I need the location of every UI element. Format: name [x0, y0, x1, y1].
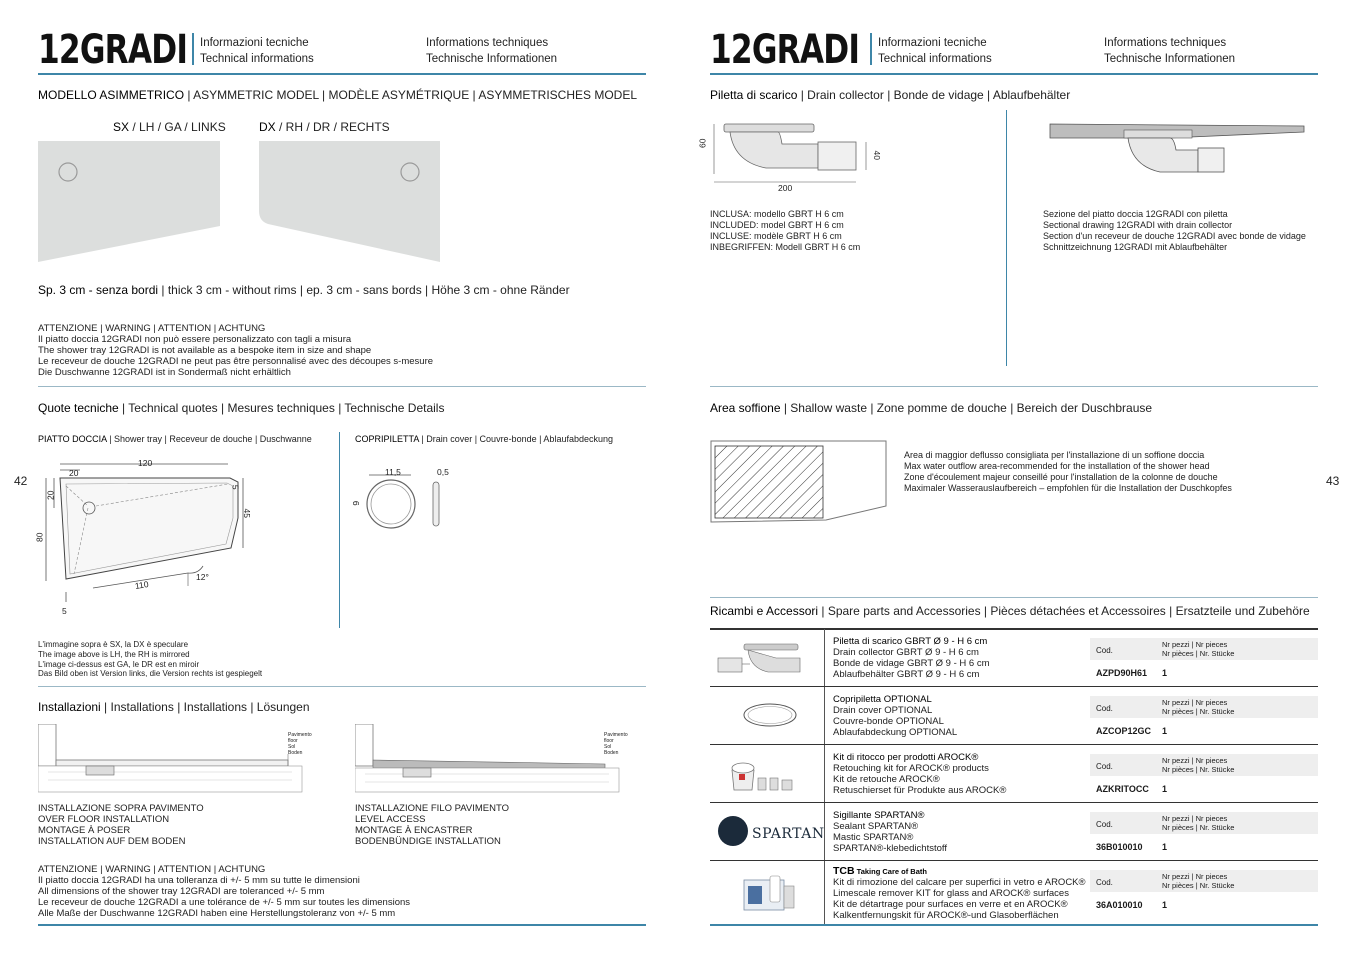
header-line: Informations techniques	[1104, 37, 1227, 49]
drain-line: INCLUDED: model GBRT H 6 cm	[710, 220, 844, 230]
tray-dims-title	[38, 434, 312, 445]
header-separator	[192, 33, 194, 65]
spares-title	[710, 604, 1310, 618]
drain-line: Sezione del piatto doccia 12GRADI con piletta	[1043, 209, 1228, 219]
floor-label-line: Boden	[288, 750, 303, 756]
warning-title: ATTENZIONE | WARNING | ATTENTION | ACHTUNG	[38, 323, 266, 334]
tray-dims-bold: PIATTO DOCCIA	[38, 434, 107, 444]
cod-label: Cod.	[1096, 878, 1113, 887]
cover-technical-drawing	[355, 470, 455, 530]
spare-desc-line: Kit di rimozione del calcare per superfici in vetro e AROCK®	[833, 877, 1086, 888]
header-rule	[38, 73, 646, 75]
pieces-label	[1162, 814, 1234, 832]
dim-45: 45	[241, 508, 252, 518]
dim-9: 9	[351, 500, 362, 506]
thick-rest: | thick 3 cm - without rims | ep. 3 cm - sans bords | Höhe 3 cm - ohne Ränder	[158, 283, 570, 297]
model-title	[38, 88, 637, 102]
spare-code: AZPD90H61	[1096, 668, 1148, 678]
dim-12deg: 12°	[196, 572, 209, 582]
brand-logo-right: 12GRADI	[710, 27, 860, 73]
spare-desc-line: SPARTAN®-klebedichtstoff	[833, 843, 948, 854]
pieces-line: Nr pezzi | Nr pieces	[1162, 872, 1228, 881]
warning-line: Le receveur de douche 12GRADI ne peut pas être personnalisé avec des découpes s-mesure	[38, 356, 434, 367]
drain-cover-thumb	[740, 700, 800, 730]
install-title	[38, 700, 310, 714]
spare-desc-line: Sealant SPARTAN®	[833, 821, 919, 832]
cod-label: Cod.	[1096, 646, 1113, 655]
shallow-line: Zone d'écoulement majeur conseillé pour l'installation de la colonne de douche	[904, 472, 1218, 482]
dim-0-5: 0,5	[437, 467, 449, 477]
sx-bold: SX	[113, 120, 130, 134]
install-line: LEVEL ACCESS	[355, 814, 426, 825]
drain-title-bold: Piletta di scarico	[710, 88, 798, 102]
install-line: OVER FLOOR INSTALLATION	[38, 814, 170, 825]
drain-section-drawing	[1048, 120, 1308, 192]
shallow-text	[904, 450, 1232, 494]
spare-desc-line: Drain collector GBRT Ø 9 - H 6 cm	[833, 647, 979, 658]
cover-dims-title	[355, 434, 613, 445]
tray-dx-image	[259, 141, 440, 262]
model-title-bold: MODELLO ASIMMETRICO	[38, 88, 185, 102]
note-line: The image above is LH, the RH is mirrored	[38, 649, 190, 659]
warning-block-2	[38, 864, 410, 919]
spare-code: 36A010010	[1096, 900, 1143, 910]
warning-block-1	[38, 323, 433, 378]
dim-11-5: 11,5	[385, 467, 401, 477]
install-line: BODENBÜNDIGE INSTALLATION	[355, 836, 501, 847]
spare-desc-line: Copripiletta OPTIONAL	[833, 694, 932, 705]
brand-logo-left: 12GRADI	[38, 27, 188, 73]
dim-80: 80	[34, 532, 45, 542]
dim-120: 120	[138, 458, 153, 468]
dx-rest: / RH / DR / RECHTS	[275, 120, 390, 134]
spare-row	[710, 746, 1318, 802]
drain-line: Schnittzeichnung 12GRADI mit Ablaufbehälter	[1043, 242, 1228, 252]
row-divider	[710, 860, 1318, 861]
floor-label-1	[288, 732, 312, 756]
drain-line: Section d'un receveur de douche 12GRADI avec bonde de vidage	[1043, 231, 1306, 241]
warning-line: Die Duschwanne 12GRADI ist in Sondermaß nicht erhältlich	[38, 367, 291, 378]
spare-code: AZKRITOCC	[1096, 784, 1149, 794]
spare-row	[710, 862, 1318, 924]
install-line: INSTALLATION AUF DEM BODEN	[38, 836, 186, 847]
mirror-note	[38, 640, 262, 679]
retouch-kit-thumb	[730, 756, 810, 796]
tray-dims-rest: | Shower tray | Receveur de douche | Duschwanne	[106, 434, 312, 444]
cover-dims-rest: | Drain cover | Couvre-bonde | Ablaufabdeckung	[418, 434, 613, 444]
spare-desc-line: Couvre-bonde OPTIONAL	[833, 716, 944, 727]
dx-label	[259, 120, 390, 134]
footer-rule	[38, 924, 646, 926]
pieces-line: Nr pièces | Nr. Stücke	[1162, 649, 1235, 658]
tray-sx-dx-images	[38, 141, 448, 265]
install-level-text	[355, 803, 509, 847]
pieces-label	[1162, 698, 1234, 716]
note-line: L'image ci-dessus est GA, le DR est en miroir	[38, 659, 200, 669]
drain-dim-60: 60	[697, 138, 708, 148]
header-line: Technical informations	[200, 53, 314, 65]
spare-desc-line: Ablaufabdeckung OPTIONAL	[833, 727, 958, 738]
install-title-bold: Installazioni	[38, 700, 101, 714]
drain-collector-thumb	[716, 642, 822, 678]
spare-desc-line: Ablaufbehälter GBRT Ø 9 - H 6 cm	[833, 669, 980, 680]
spare-desc-line: Mastic SPARTAN®	[833, 832, 914, 843]
floor-label-line: Boden	[604, 750, 619, 756]
spare-desc-line: Kit de retouche AROCK®	[833, 774, 940, 785]
warning-title: ATTENZIONE | WARNING | ATTENTION | ACHTUNG	[38, 864, 266, 875]
header-info-left-2	[426, 35, 557, 67]
pieces-line: Nr pièces | Nr. Stücke	[1162, 707, 1235, 716]
warning-line: Il piatto doccia 12GRADI ha una tolleranza di +/- 5 mm su tutte le dimensioni	[38, 875, 360, 886]
drain-dim-200: 200	[778, 183, 793, 193]
header-info-left	[200, 35, 314, 67]
warning-line: The shower tray 12GRADI is not available as a bespoke item in size and shape	[38, 345, 372, 356]
shallow-area-drawing	[710, 440, 888, 528]
warning-line: All dimensions of the shower tray 12GRADI are toleranced +/- 5 mm	[38, 886, 325, 897]
drain-dim-40: 40	[871, 150, 882, 160]
header-line: Informations techniques	[426, 37, 549, 49]
spare-desc-line: Retuschierset für Produkte aus AROCK®	[833, 785, 1007, 796]
spare-qty: 1	[1162, 900, 1168, 910]
warning-line: Alle Maße der Duschwanne 12GRADI haben eine Herstellungstoleranz von +/- 5 mm	[38, 908, 396, 919]
floor-label-line: Sol	[288, 744, 296, 750]
spare-desc-line: Kalkentfernungskit für AROCK®-und Glasoberflächen	[833, 910, 1059, 921]
page-number-right: 43	[1326, 474, 1340, 488]
dx-bold: DX	[259, 120, 276, 134]
spares-title-rest: | Spare parts and Accessories | Pièces détachées et Accessoires | Ersatzteile und Zubehöre	[818, 604, 1310, 618]
spare-desc-line: Retouching kit for AROCK® products	[833, 763, 989, 774]
spare-code-header	[1090, 638, 1318, 660]
cod-label: Cod.	[1096, 704, 1113, 713]
spare-qty: 1	[1162, 842, 1168, 852]
note-line: L'immagine sopra è SX, la DX è speculare	[38, 640, 189, 649]
shallow-line: Maximaler Wasserauslaufbereich – empfohlen für die Installation der Duschkopfes	[904, 483, 1232, 493]
dim-5b: 5	[62, 606, 67, 616]
shallow-title-bold: Area soffione	[710, 401, 781, 415]
spare-qty: 1	[1162, 784, 1168, 794]
spare-row	[710, 630, 1318, 686]
spare-code-header	[1090, 870, 1318, 892]
shallow-title-rest: | Shallow waste | Zone pomme de douche | Bereich der Duschbrause	[780, 401, 1153, 415]
install-line: INSTALLAZIONE FILO PAVIMENTO	[355, 803, 509, 814]
sx-rest: / LH / GA / LINKS	[129, 120, 226, 134]
quotes-vertical-divider	[339, 432, 340, 628]
section-divider	[38, 686, 646, 687]
pieces-line: Nr pezzi | Nr pieces	[1162, 814, 1228, 823]
header-line: Technische Informationen	[1104, 53, 1236, 65]
floor-label-line: floor	[604, 738, 614, 744]
dim-20a: 20	[69, 468, 79, 478]
spare-desc	[833, 866, 1086, 921]
quotes-title	[38, 401, 444, 415]
header-line: Technische Informationen	[426, 53, 558, 65]
spares-title-bold: Ricambi e Accessori	[710, 604, 819, 618]
spare-desc-line: Sigillante SPARTAN®	[833, 810, 925, 821]
drain-title-rest: | Drain collector | Bonde de vidage | Ablaufbehälter	[797, 88, 1071, 102]
floor-label-line: floor	[288, 738, 298, 744]
install-over-text	[38, 803, 204, 847]
install-line: MONTAGE À ENCASTRER	[355, 825, 473, 836]
sx-label	[113, 120, 226, 134]
section-divider	[710, 386, 1318, 387]
tcb-kit-thumb	[740, 872, 800, 914]
header-info-right	[878, 35, 992, 67]
shallow-title	[710, 401, 1152, 415]
dim-5a: 5	[230, 484, 241, 490]
shallow-line: Max water outflow area-recommended for the installation of the shower head	[904, 461, 1210, 471]
cover-dims-bold: COPRIPILETTA	[355, 434, 419, 444]
spare-desc-line: Limescale remover KIT for glass and AROCK® surfaces	[833, 888, 1069, 899]
spare-desc-line: Bonde de vidage GBRT Ø 9 - H 6 cm	[833, 658, 990, 669]
drain-line: INBEGRIFFEN: Modell GBRT H 6 cm	[710, 242, 861, 252]
spare-desc-line: Kit di ritocco per prodotti AROCK®	[833, 752, 979, 763]
tcb-tagline: Taking Care of Bath	[854, 867, 927, 876]
spartan-logo-icon	[718, 816, 748, 846]
dim-20b: 20	[45, 490, 56, 500]
shallow-line: Area di maggior deflusso consigliata per l'installazione di un soffione doccia	[904, 450, 1205, 460]
floor-label-line: Pavimento	[288, 732, 312, 738]
model-title-rest: | ASYMMETRIC MODEL | MODÈLE ASYMÉTRIQUE | ASYMMETRISCHES MODEL	[184, 88, 638, 102]
spare-code-header	[1090, 812, 1318, 834]
spare-desc	[833, 752, 1006, 796]
drain-title	[710, 88, 1070, 102]
row-divider	[710, 802, 1318, 803]
floor-label-line: Sol	[604, 744, 612, 750]
tray-technical-drawing	[38, 456, 298, 616]
tcb-brand: TCB	[833, 865, 855, 877]
quotes-title-rest: | Technical quotes | Mesures techniques | Technische Details	[118, 401, 445, 415]
pieces-line: Nr pièces | Nr. Stücke	[1162, 765, 1235, 774]
install-title-rest: | Installations | Installations | Lösungen	[100, 700, 310, 714]
header-separator	[870, 33, 872, 65]
spare-desc	[833, 694, 957, 738]
spare-row	[710, 804, 1318, 860]
spare-qty: 1	[1162, 726, 1168, 736]
spare-desc-line: Kit de détartrage pour surfaces en verre et en AROCK®	[833, 899, 1068, 910]
pieces-line: Nr pièces | Nr. Stücke	[1162, 823, 1235, 832]
quotes-title-bold: Quote tecniche	[38, 401, 119, 415]
drain-section-text	[1043, 209, 1306, 253]
section-divider	[710, 597, 1318, 598]
page-number-left: 42	[14, 474, 28, 488]
note-line: Das Bild oben ist Version links, die Version rechts ist gespiegelt	[38, 669, 263, 679]
dim-110: 110	[134, 579, 150, 592]
drain-line: Sectional drawing 12GRADI with drain collector	[1043, 220, 1233, 230]
pieces-label	[1162, 872, 1234, 890]
pieces-line: Nr pièces | Nr. Stücke	[1162, 881, 1235, 890]
row-divider	[710, 744, 1318, 745]
cod-label: Cod.	[1096, 820, 1113, 829]
warning-line: Il piatto doccia 12GRADI non può essere personalizzato con tagli a misura	[38, 334, 352, 345]
spare-desc-line: Piletta di scarico GBRT Ø 9 - H 6 cm	[833, 636, 988, 647]
thickness-line	[38, 283, 570, 297]
drain-line: INCLUSA: modello GBRT H 6 cm	[710, 209, 844, 219]
spare-desc	[833, 810, 947, 854]
floor-label-line: Pavimento	[604, 732, 628, 738]
pieces-label	[1162, 756, 1234, 774]
cod-label: Cod.	[1096, 762, 1113, 771]
pieces-line: Nr pezzi | Nr pieces	[1162, 640, 1228, 649]
header-line: Technical informations	[878, 53, 992, 65]
header-line: Informazioni tecniche	[878, 37, 987, 49]
spare-code-header	[1090, 754, 1318, 776]
pieces-line: Nr pezzi | Nr pieces	[1162, 756, 1228, 765]
drain-line: INCLUSE: modèle GBRT H 6 cm	[710, 231, 842, 241]
install-level-access-drawing	[355, 724, 621, 796]
spare-code-header	[1090, 696, 1318, 718]
pieces-line: Nr pezzi | Nr pieces	[1162, 698, 1228, 707]
tray-sx-image	[38, 141, 220, 262]
section-divider	[38, 386, 646, 387]
spare-desc	[833, 636, 989, 680]
spare-desc-line: Drain cover OPTIONAL	[833, 705, 933, 716]
pieces-label	[1162, 640, 1234, 658]
warning-line: Le receveur de douche 12GRADI a une tolérance de +/- 5 mm sur toutes les dimensions	[38, 897, 411, 908]
footer-rule	[710, 924, 1318, 926]
spartan-logo-text: SPARTAN	[752, 826, 825, 842]
install-line: MONTAGE À POSER	[38, 825, 131, 836]
install-line: INSTALLAZIONE SOPRA PAVIMENTO	[38, 803, 204, 814]
spare-qty: 1	[1162, 668, 1168, 678]
spare-code: AZCOP12GC	[1096, 726, 1152, 736]
floor-label-2	[604, 732, 628, 756]
header-info-right-2	[1104, 35, 1235, 67]
thick-bold: Sp. 3 cm - senza bordi	[38, 283, 159, 297]
spare-code: 36B010010	[1096, 842, 1143, 852]
drain-collector-drawing	[700, 118, 890, 194]
header-rule	[710, 73, 1318, 75]
header-line: Informazioni tecniche	[200, 37, 309, 49]
drain-included-text	[710, 209, 860, 253]
install-over-floor-drawing	[38, 724, 304, 796]
row-divider	[710, 686, 1318, 687]
drain-vertical-divider	[1006, 110, 1007, 366]
spare-row	[710, 688, 1318, 744]
